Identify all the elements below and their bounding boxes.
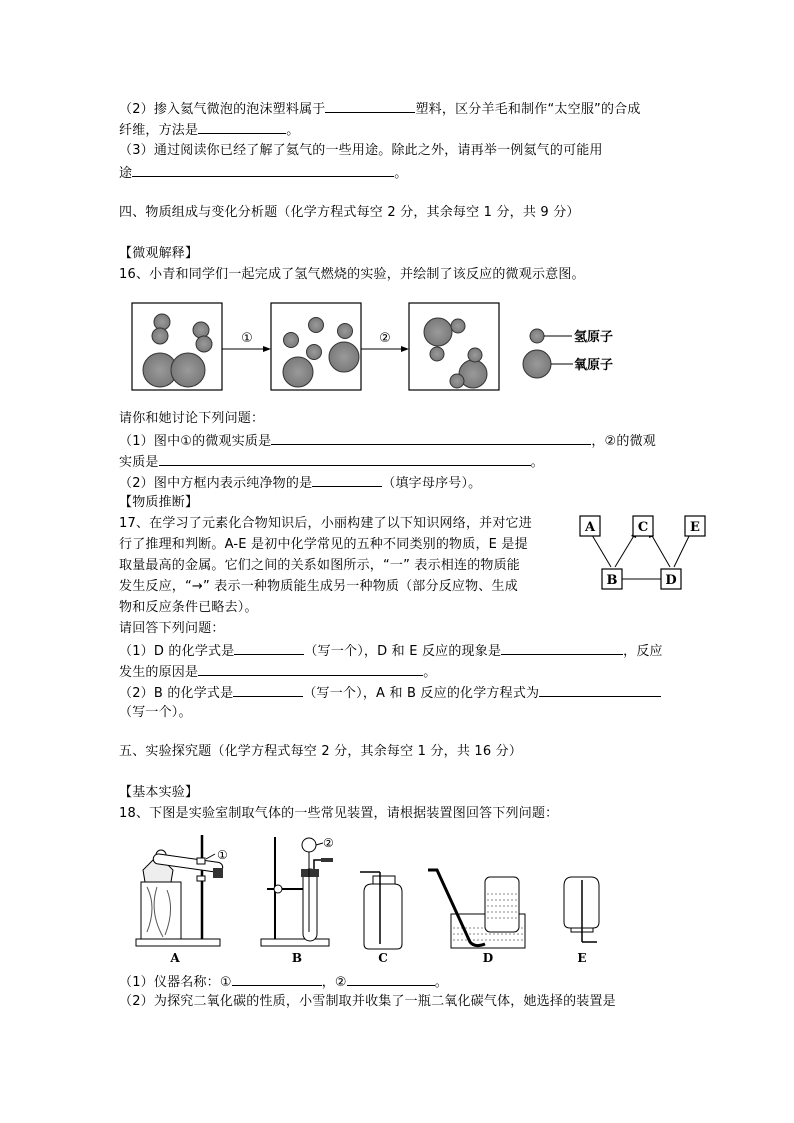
text: 实质是 (119, 455, 159, 470)
section5-title: 五、实验探究题（化学方程式每空 2 分，其余每空 1 分，共 16 分） (119, 744, 523, 759)
text: 。 (423, 665, 437, 680)
text: 途 (119, 166, 133, 181)
apparatus-e (564, 877, 599, 965)
text: 塑料，区分羊毛和制作“太空服”的合成 (415, 102, 641, 117)
legend-hydrogen: 氢原子 (574, 330, 614, 345)
q15-part3-line2 (119, 163, 407, 183)
text: （填字母序号）。 (382, 476, 482, 491)
q15-part2-line2 (119, 120, 299, 140)
q16-part1-line2 (119, 452, 544, 472)
q17-part2-line1 (119, 683, 661, 703)
text: （2）B 的化学式是 (119, 686, 234, 701)
q17-stem-line5: 物和反应条件已略去）。 (119, 600, 258, 615)
node-a: A (584, 520, 596, 535)
marker-1: ① (217, 848, 228, 862)
label-b: B (291, 951, 303, 965)
text: ，②的微观 (591, 434, 656, 449)
text: 。 (434, 975, 448, 990)
answer-blank[interactable] (132, 163, 394, 177)
section5-sub-basic: 【基本实验】 (119, 785, 199, 800)
answer-blank[interactable] (198, 120, 286, 134)
section4-title: 四、物质组成与变化分析题（化学方程式每空 2 分，其余每空 1 分，共 9 分） (119, 205, 580, 220)
label-a: A (170, 951, 180, 965)
q17-part1-line2 (119, 662, 436, 682)
node-b: B (606, 573, 618, 588)
q17-stem-line1: 17、在学习了元素化合物知识后，小丽构建了以下知识网络，并对它进 (119, 516, 532, 531)
text: （写一个），A 和 B 反应的化学方程式为 (303, 686, 540, 701)
step2-label: ② (379, 331, 391, 346)
text: ，② (321, 975, 347, 990)
q15-part3-line1 (119, 142, 603, 160)
label-d: D (482, 951, 494, 965)
marker-2: ② (323, 836, 334, 850)
text: 。 (530, 455, 544, 470)
q16-micro-diagram (125, 298, 635, 398)
q16-part2 (119, 473, 481, 493)
answer-blank[interactable] (271, 431, 591, 445)
text: 。 (286, 123, 300, 138)
node-c: C (637, 520, 649, 535)
apparatus-c (360, 872, 402, 965)
text: （1）图中①的微观实质是 (119, 434, 272, 449)
apparatus-d (428, 870, 525, 965)
q18-apparatus-diagram (125, 832, 625, 967)
q17-knowledge-network (575, 512, 715, 594)
q16-stem: 16、小青和同学们一起完成了氢气燃烧的实验，并绘制了该反应的微观示意图。 (119, 267, 585, 282)
apparatus-a (136, 835, 228, 965)
q17-part1-line1 (119, 641, 663, 661)
answer-blank[interactable] (234, 641, 304, 655)
text: （写一个），D 和 E 反应的现象是 (304, 644, 502, 659)
step1-label: ① (241, 331, 253, 346)
q17-part2-line2: （写一个）。 (119, 705, 192, 720)
text: 发生的原因是 (119, 665, 199, 680)
answer-blank[interactable] (233, 683, 303, 697)
text: （1）仪器名称：① (119, 975, 232, 990)
node-e: E (690, 520, 700, 535)
text: （2）掺入氦气微泡的泡沫塑料属于 (119, 102, 326, 117)
answer-blank[interactable] (198, 662, 423, 676)
node-d: D (665, 573, 677, 588)
label-c: C (378, 951, 388, 965)
label-e: E (577, 951, 587, 965)
text: 。 (394, 166, 408, 181)
q16-prompt: 请你和她讨论下列问题： (119, 411, 265, 426)
text: 纤维，方法是 (119, 123, 199, 138)
answer-blank[interactable] (501, 641, 623, 655)
answer-blank[interactable] (232, 972, 322, 986)
section4-sub-micro: 【微观解释】 (119, 246, 199, 261)
answer-blank[interactable] (325, 99, 415, 113)
q16-part1-line1 (119, 431, 656, 451)
q15-part2-line1 (119, 99, 641, 119)
text: （3）通过阅读你已经了解了氦气的一些用途。除此之外，请再举一例氦气的可能用 (119, 143, 603, 158)
answer-blank[interactable] (539, 683, 661, 697)
q17-prompt: 请回答下列问题： (119, 621, 225, 636)
answer-blank[interactable] (312, 473, 382, 487)
q17-stem-line4: 发生反应，“→” 表示一种物质能生成另一种物质（部分反应物、生成 (119, 579, 518, 594)
legend-oxygen: 氧原子 (574, 358, 614, 373)
section4-sub-inference: 【物质推断】 (119, 495, 199, 510)
q18-stem: 18、下图是实验室制取气体的一些常见装置，请根据装置图回答下列问题： (119, 806, 559, 821)
text: （1）D 的化学式是 (119, 644, 235, 659)
q17-stem-line3: 取量最高的金属。它们之间的关系如图所示，“一” 表示相连的物质能 (119, 558, 521, 573)
answer-blank[interactable] (347, 972, 435, 986)
text: ，反应 (623, 644, 663, 659)
apparatus-b (261, 836, 334, 965)
q17-stem-line2: 行了推理和判断。A-E 是初中化学常见的五种不同类别的物质，E 是提 (119, 537, 528, 552)
answer-blank[interactable] (159, 452, 531, 466)
q18-part1 (119, 972, 448, 992)
text: （2）图中方框内表示纯净物的是 (119, 476, 313, 491)
q18-part2: （2）为探究二氧化碳的性质，小雪制取并收集了一瓶二氧化碳气体，她选择的装置是 (119, 994, 616, 1009)
